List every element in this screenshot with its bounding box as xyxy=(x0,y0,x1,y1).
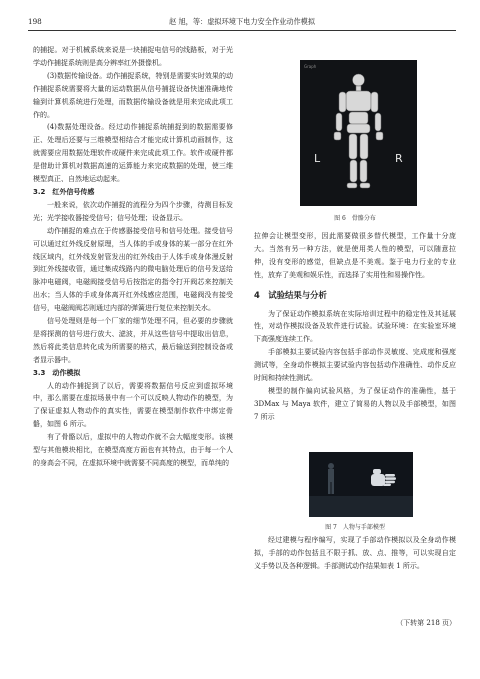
skeleton-diagram xyxy=(300,60,417,206)
section-heading-4: 4 试验结果与分析 xyxy=(254,289,327,300)
figure-6-caption: 图 6 骨骼分布 xyxy=(334,215,376,222)
left-column xyxy=(33,44,233,470)
fig6-ui-label: Graph xyxy=(304,64,317,69)
skeleton-left-upper-arm xyxy=(339,92,346,112)
paragraph: (3)数据传输设备。动作捕捉系统，特别是需要实时效果的动作捕捉系统需要将大量的运动数据从信号捕捉设备快速准确地传输到计算机系统进行处理，而数据传输设备就是用来完成此项工作的。 xyxy=(33,71,233,119)
paragraph: 经过建模与程序编写，实现了手部动作模拟以及全身动作模拟，手部的动作包括且不限于抓、放、点、推等，可以实现自定义手势以及各种逻辑。手部测试动作结果如表 1 所示。 xyxy=(254,536,456,570)
character-head xyxy=(328,463,334,469)
page-header xyxy=(28,14,456,28)
skeleton-pelvis xyxy=(347,124,370,133)
skeleton-right-thigh xyxy=(360,134,368,159)
skeleton-right-foot xyxy=(360,183,370,188)
hand-palm xyxy=(371,474,385,486)
skeleton-neck xyxy=(356,86,361,91)
skeleton-right-hand xyxy=(376,132,383,140)
paragraph: 为了保证动作模拟系统在实际培训过程中的稳定性及其延展性，对动作模拟设备及软件进行试验。试验环境：在实验室环境下高强度连续工作。 xyxy=(254,309,456,344)
section-heading-3-3: 3.3 动作模拟 xyxy=(33,368,81,377)
character-right-leg xyxy=(332,482,335,494)
figure-6-skeleton xyxy=(300,60,417,206)
figure-7-character-hand-model xyxy=(309,452,413,517)
skeleton-left-shin xyxy=(350,160,357,182)
paragraph: 手部模拟主要试验内容包括手部动作灵敏度、完成度和强度测试等，全身动作模拟主要试验内容包括动作准确性、动作反应时间和持续性测试。 xyxy=(254,348,456,383)
page-number: 198 xyxy=(28,17,42,26)
continued-note: （下转第 218 页） xyxy=(396,619,456,627)
floor-plane xyxy=(309,496,413,517)
skeleton-head xyxy=(353,74,365,86)
paragraph: 拉伸会让模型变形，因此需要做很多替代模型，工作量十分庞大。当然有另一种方法，就是使用类人性的模型，可以随意拉伸，没有变形的感觉，但缺点是不美观。鉴于电力行业的专业性，放弃了美观和娱乐性，而选择了实用性和易操作性。 xyxy=(254,232,456,279)
skeleton-left-forearm xyxy=(336,113,342,131)
skeleton-right-forearm xyxy=(375,113,381,131)
running-title: 赵 旭，等：虚拟环境下电力安全作业动作模拟 xyxy=(168,17,316,26)
header-rule xyxy=(28,30,456,31)
skeleton-left-hand xyxy=(334,132,341,140)
paragraph: 信号处理则是每一个厂家的细节处理不同，但必要的步骤就是将探测的信号进行放大、滤波，并从这些信号中提取出信息，然后将此类信息转化成为所需要的格式，最后输送到控制设备或者显示器中。 xyxy=(33,317,233,364)
paragraph: 一般来说，依次动作捕捉的流程分为四个步骤，待测目标发光；光学接收器接受信号；信号处理；设备显示。 xyxy=(33,200,233,222)
paragraph: (4)数据处理设备。经过动作捕捉系统捕捉到的数据需要修正、处理后还要与三维模型相结合才能完成计算机动画制作，这就需要应用数据处理软件或硬件来完成此项工作。软件或硬件都是借助计算机对数据高速的运算能力来完成数据的处理，使三维模型真正、自然地运动起来。 xyxy=(33,123,233,184)
figure-7-caption: 图 7 人物与手部模型 xyxy=(325,524,385,531)
paragraph: 模型的制作偏向试验风格，为了保证动作的准确性，基于 3DMax 与 Maya 软件，建立了简易的人物以及手部模型，如图 7 所示 xyxy=(254,386,456,421)
fig6-left-marker: L xyxy=(314,152,321,165)
character-torso xyxy=(328,469,334,482)
paragraph: 动作捕捉的难点在于传感器接受信号和信号处理。接受信号可以通过红外线反射原理，当人体的手或身体的某一部分在红外线区域内，红外线发射管发出的红外线由于人体手或身体漫反射到红外线接收管，通过集成线路内的微电脑处理后的信号发送给脉冲电磁阀，电磁阀接受信号后按指定的指令打开阀芯来控制关出水；当人体的手或身体离开红外线感应范围，电磁阀没有接受信号，电磁阀阀芯则通过内部的弹簧进行复位来控制关水。 xyxy=(33,226,233,313)
fig6-right-marker: R xyxy=(395,152,403,165)
section-heading-3-2: 3.2 红外信号传感 xyxy=(33,187,95,196)
skeleton-right-shin xyxy=(360,160,367,182)
skeleton-abdomen xyxy=(349,112,368,124)
right-column-lower xyxy=(254,534,456,573)
skeleton-right-upper-arm xyxy=(371,92,378,112)
hand-thumb xyxy=(373,469,381,474)
paragraph: 人的动作捕捉到了以后，需要将数据信号反应到虚拟环境中，那么需要在虚拟场景中有一个可以反映人物动作的模型，为了保证虚拟人物动作的真实性，需要在模型制作软件中绑定骨骼，如图 6 所示。 xyxy=(33,381,233,429)
skeleton-left-foot xyxy=(347,183,357,188)
right-column-upper xyxy=(254,230,456,424)
character-hand-render xyxy=(309,452,413,517)
skeleton-chest xyxy=(346,91,371,111)
skeleton-left-thigh xyxy=(349,134,357,159)
paragraph: 的捕捉。对于机械系统来说是一块捕捉电信号的线路板，对于光学动作捕捉系统则是高分辨率红外摄像机。 xyxy=(33,46,233,67)
paragraph: 有了骨骼以后，虚拟中的人物动作就不会大幅度变形。该模型与其他模块相比，在模型高度方面也有其特点，由于每一个人的身高会不同，在虚拟环境中就需要不同高度的模型，而单纯的 xyxy=(33,433,233,467)
character-left-leg xyxy=(328,482,331,494)
